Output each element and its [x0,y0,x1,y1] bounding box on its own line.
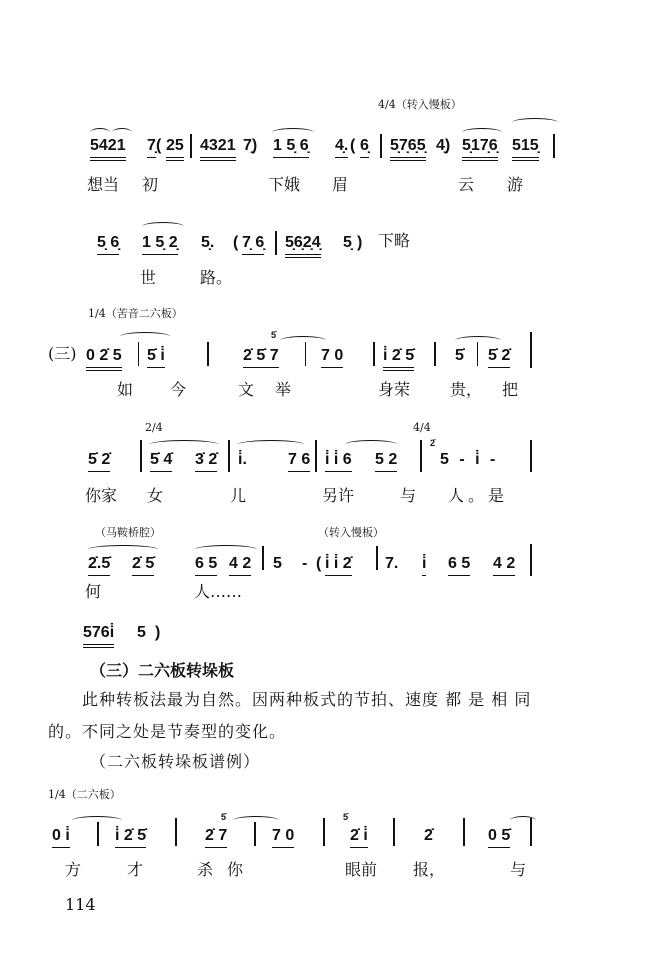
paren: ) [155,624,161,641]
lyric: 儿 [230,486,247,505]
note: 0 5̇ [488,826,510,848]
lyric: 何 [85,582,102,601]
note: 7̣) [243,137,258,154]
lyric: 初 [142,175,159,194]
bar-line [207,342,209,366]
slur [195,545,257,554]
note: 5 - i̇ - [440,451,496,468]
bar-line [323,818,325,846]
slur [455,336,501,345]
paren: ( [316,555,322,572]
slur [120,332,170,341]
slur [345,440,397,449]
tempo-mark: 1/4（二六板） [48,788,121,801]
beat-line [305,342,306,366]
note: 7 6 [288,450,310,472]
slur [280,336,326,345]
bar-line [530,332,532,368]
tempo-mark: 4/4（转入慢板） [378,98,462,111]
note: i̇ i̇ 2̇ [325,554,352,576]
bar-line [175,818,177,846]
note: 5̣. [201,234,215,251]
note: 5̇ [455,347,464,364]
lyric: 今 [170,380,187,399]
lyric: 下娥 [268,175,301,194]
note: 2̇.5̇ [88,554,110,576]
slur [233,816,279,825]
note: 7 0 [321,346,343,368]
lyric: 眉 [332,175,349,194]
bar-line [315,440,317,472]
lyric: 与 [510,860,527,879]
bar-line [373,342,375,366]
beat-line [254,822,256,846]
note: 2̇ 7 [205,826,227,848]
note: 0 2̇ 5 [86,346,122,371]
note: i̇ [422,554,426,576]
note: 0 i̇ [52,826,70,848]
lyric: 你 [227,860,244,879]
note: 5̇ 4̇ [150,450,172,472]
paren: ( [156,137,162,154]
grace-note: 5̇ [221,812,227,822]
slur [150,440,218,449]
lyric: 举 [275,380,292,399]
section-heading: （三）二六板转垛板 [90,661,235,680]
lyric: 才 [127,860,144,879]
note: 2̇ i̇ [350,826,368,848]
lyric: 文 [238,380,255,399]
bar-line [190,134,192,158]
bar-line [553,134,555,158]
note: - [302,555,308,572]
note: i̇ 2̇ 5̇ [383,346,414,371]
note: 3̇ 2̇ [195,450,217,472]
lyric: 想当 [87,175,120,194]
note: 5̇ 2̇ [88,450,110,472]
slur [88,545,158,554]
note: 7̣ [147,136,156,158]
slur [142,222,184,231]
tempo-mark: 1/4（苦音二六板） [88,307,183,320]
note: 5̣17̣6̣ [462,136,498,161]
paren: ( [233,234,239,251]
lyric: 身荣 [378,380,411,399]
lyric: 人。是 [448,486,509,505]
note: 5̇ i̇ [147,346,165,368]
paragraph-line: 此种转板法最为自然。因两种板式的节拍、速度 都 是 相 同 [82,690,532,709]
note: i̇ i̇ 6 [325,450,352,472]
note: 5 [137,624,146,641]
lyric: 如 [117,380,134,399]
time-signature: 2/4 [145,421,163,434]
note: 5̣ 6̣ [97,233,119,255]
grace-note: 2̇ [430,438,436,448]
bar-line [530,544,532,576]
note: 7. [385,555,399,572]
page-number: 114 [65,895,96,914]
lyric: 眼前 [345,860,378,879]
note: 4̣) [436,137,451,154]
beat-line [97,822,99,846]
lyric: 方 [65,860,82,879]
note: 576i̇ [83,623,114,648]
note: 4̣. [335,136,348,158]
bar-line [228,440,230,472]
note: 1 5̣ 6̣ [273,136,309,158]
grace-note: 5̇ [271,330,277,340]
bar-line [393,818,395,846]
note: 2̇ 5̇ [132,554,154,576]
note: 7̣ 6̣ [242,233,264,255]
paren: ) [357,234,363,251]
section-label: (三) [48,344,77,363]
bar-line [530,818,532,846]
note: 2̇ [424,827,433,844]
bar-line [376,546,378,570]
example-title: （二六板转垛板谱例） [90,752,261,771]
lyric: 与 [400,486,417,505]
lyric: 另许 [322,486,355,505]
note: 7 0 [272,826,294,848]
note: 6̣ [360,136,369,158]
paragraph-line: 的。不同之处是节奏型的变化。 [48,722,287,741]
note: 5̣ [343,234,352,251]
lyric: 把 [502,380,519,399]
lyric: 贵， [450,380,483,399]
slur [512,118,558,127]
note: 4 2 [493,554,515,576]
omitted-note: 下略 [378,231,411,250]
time-signature: 4/4 [413,421,431,434]
note: 515̣ [512,136,539,161]
note: 1 5̣ 2̣ [142,233,178,255]
note: 2̇ 5̇ 7 [243,346,279,368]
note: 5̇ 2̇ [488,346,510,368]
beat-line [138,342,139,366]
note: 5 [273,555,282,572]
paren: ( [350,137,356,154]
bar-line [380,134,382,158]
bar-line [275,231,277,255]
lyric: 女 [147,486,164,505]
lyric: 你家 [85,486,118,505]
lyric: 杀 [197,860,214,879]
lyric: 人…… [194,582,243,601]
lyric: 云 [458,175,475,194]
bar-line [262,546,264,570]
slur [510,816,536,825]
lyric: 世 [140,268,157,287]
beat-line [477,342,478,366]
note: i̇ 2̇ 5̇ [115,826,146,848]
bar-line [463,818,465,846]
bar-line [434,342,436,366]
annotation: （转入慢板） [318,526,384,539]
note: 6 5 [195,554,217,576]
note: 5̣7̣6̣5̣ [390,136,426,161]
note: i̇. [238,451,247,468]
note: 5421 [90,136,126,161]
grace-note: 5̇ [343,812,349,822]
note: 4321 [200,136,236,161]
bar-line [420,440,422,472]
bar-line [530,440,532,472]
note: 6 5 [448,554,470,576]
bar-line [140,440,142,472]
note: 4 2 [229,554,251,576]
lyric: 游 [507,175,524,194]
lyric: 报， [413,860,446,879]
note: 5̣6̣2̣4̣ [285,233,321,258]
lyric: 路。 [200,268,233,287]
slur [238,440,304,449]
note: 5 2 [375,450,397,472]
annotation: （马鞍桥腔） [95,526,161,539]
note: 25 [166,136,184,161]
